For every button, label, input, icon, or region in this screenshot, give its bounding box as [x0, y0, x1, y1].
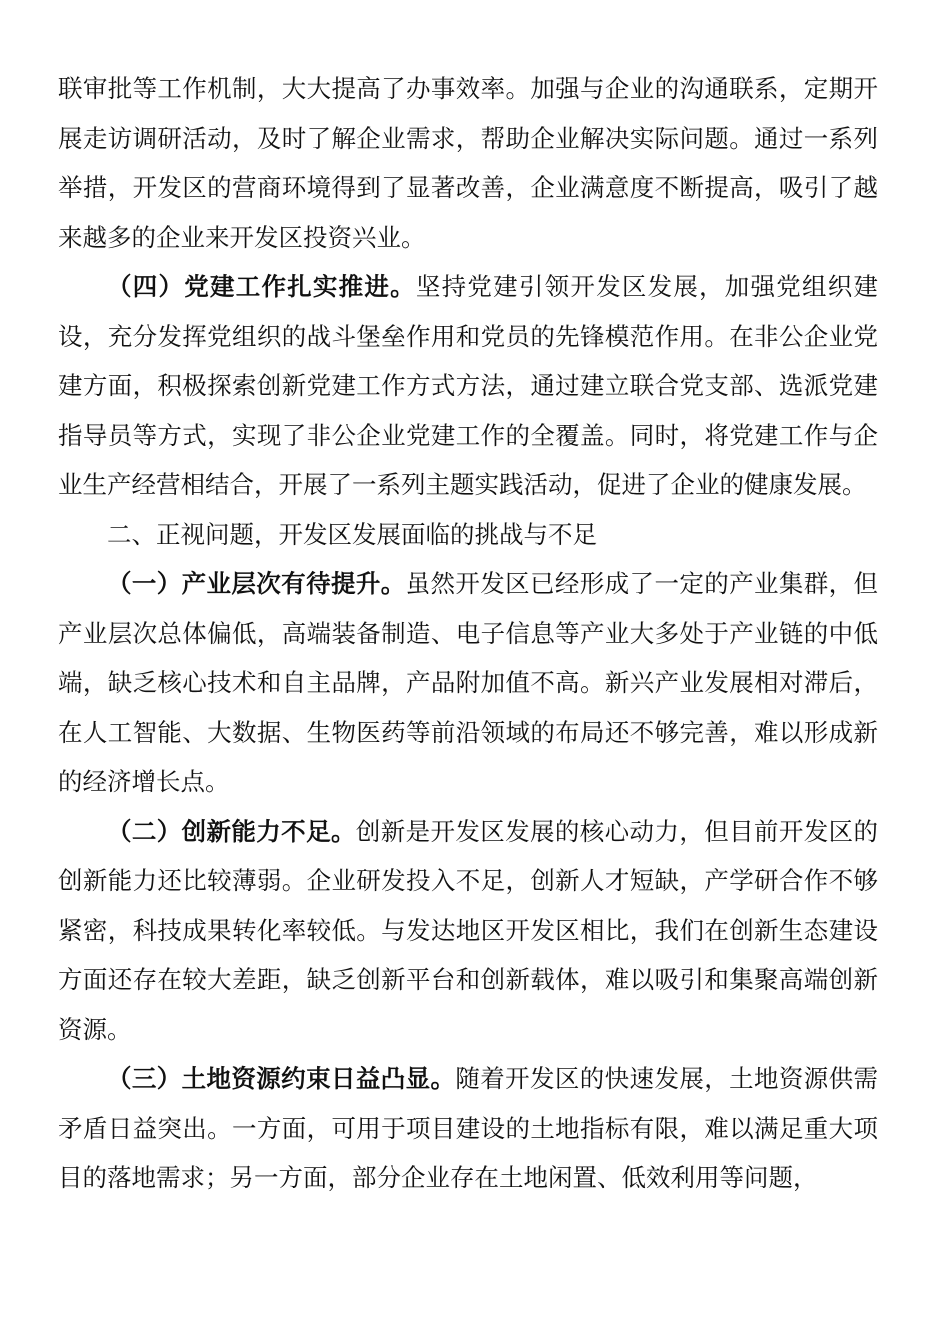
paragraph-text: 联审批等工作机制，大大提高了办事效率。加强与企业的沟通联系，定期开展走访调研活动，及时了解企业需求，帮助企业解决实际问题。通过一系列举措，开发区的营商环境得到了显著改善，企业满意度不断提高，吸引了越来越多的企业来开发区投资兴业。	[58, 74, 878, 252]
paragraph-heading: （四）党建工作扎实推进。	[107, 272, 416, 301]
paragraph-text: 坚持党建引领开发区发展，加强党组织建设，充分发挥党组织的战斗堡垒作用和党员的先锋模范作用。在非公企业党建方面，积极探索创新党建工作方式方法，通过建立联合党支部、选派党建指导员等方式，实现了非公企业党建工作的全覆盖。同时，将党建工作与企业生产经营相结合，开展了一系列主题实践活动，促进了企业的健康发展。	[58, 272, 879, 499]
paragraph-innovation	[58, 807, 878, 1055]
paragraph-heading: （二）创新能力不足。	[107, 816, 356, 846]
paragraph-text: 虽然开发区已经形成了一定的产业集群，但产业层次总体偏低，高端装备制造、电子信息等产业大多处于产业链的中低端，缺乏核心技术和自主品牌，产品附加值不高。新兴产业发展相对滞后，在人工智能、大数据、生物医药等前沿领域的布局还不够完善，难以形成新的经济增长点。	[58, 569, 879, 796]
paragraph-land-resources	[58, 1054, 878, 1203]
paragraph-heading: （三）土地资源约束日益凸显。	[107, 1064, 456, 1093]
paragraph-text: 创新是开发区发展的核心动力，但目前开发区的创新能力还比较薄弱。企业研发投入不足，创新人才短缺，产学研合作不够紧密，科技成果转化率较低。与发达地区开发区相比，我们在创新生态建设方面还存在较大差距，缺乏创新平台和创新载体，难以吸引和集聚高端创新资源。	[58, 816, 879, 1044]
section-heading	[58, 510, 878, 560]
paragraph-text: 随着开发区的快速发展，土地资源供需矛盾日益突出。一方面，可用于项目建设的土地指标有限，难以满足重大项目的落地需求；另一方面，部分企业存在土地闲置、低效利用等问题，	[58, 1064, 879, 1192]
section-heading-text: 二、正视问题，开发区发展面临的挑战与不足	[107, 519, 597, 549]
paragraph-heading: （一）产业层次有待提升。	[107, 569, 406, 598]
document-body	[58, 64, 878, 1203]
paragraph-continued	[58, 64, 878, 262]
paragraph-party-building	[58, 262, 878, 510]
paragraph-industry-level	[58, 559, 878, 807]
